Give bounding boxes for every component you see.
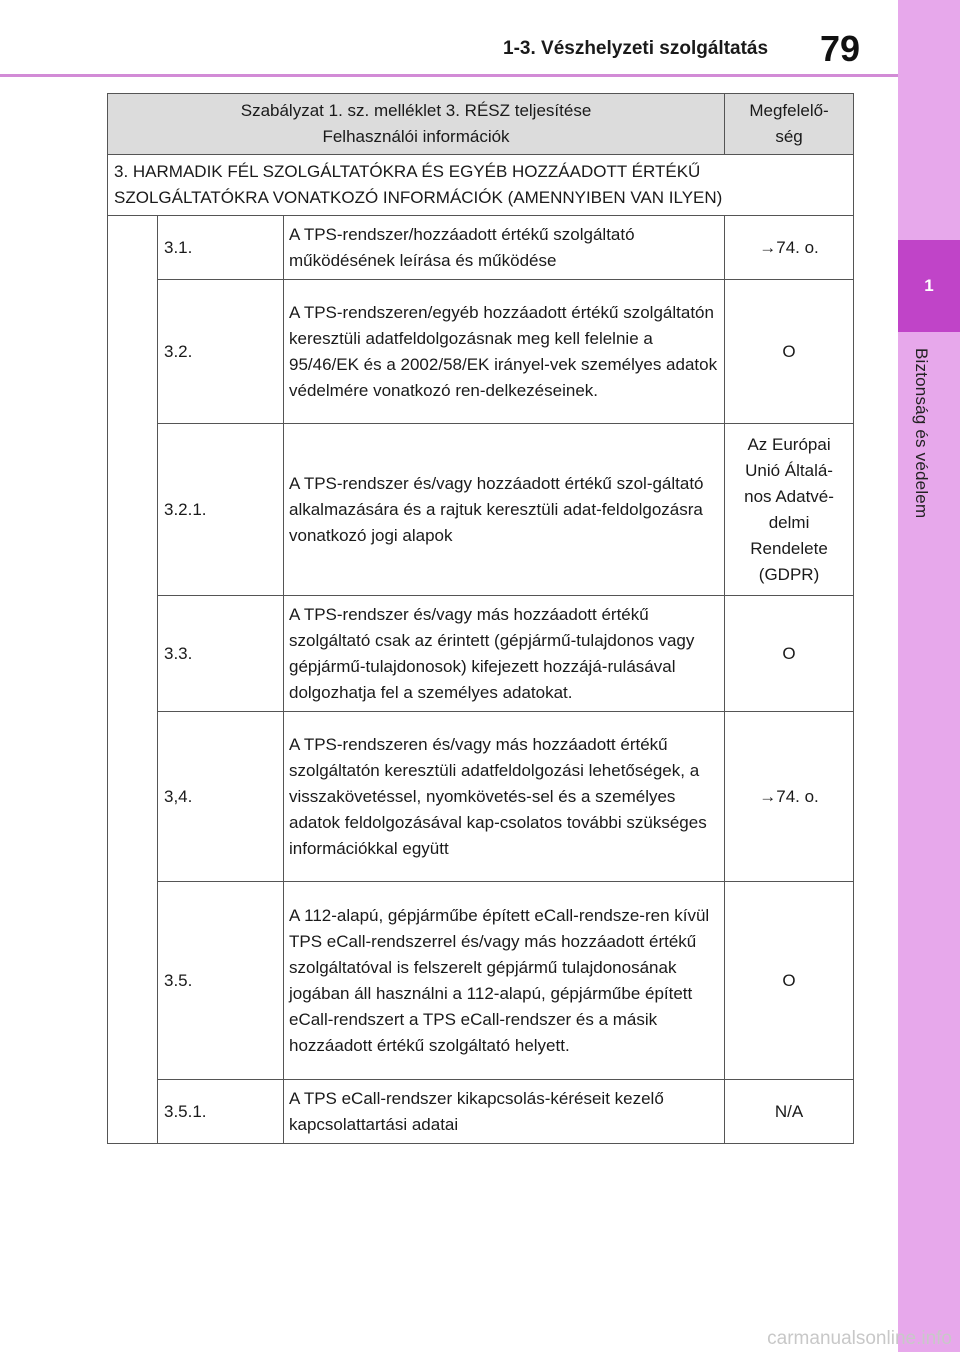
- compliance-table: [107, 93, 853, 1144]
- header-line-2: Felhasználói információk: [322, 127, 510, 146]
- row-number: 3.5.: [158, 882, 284, 1080]
- page-number: 79: [820, 28, 861, 69]
- row-number: 3.1.: [158, 216, 284, 280]
- row-number: 3.2.: [158, 280, 284, 424]
- side-tab-band: [898, 0, 960, 1352]
- row-compliance: O: [725, 596, 854, 712]
- table-row: [108, 1080, 854, 1144]
- row-compliance: N/A: [725, 1080, 854, 1144]
- row-text: A TPS-rendszer és/vagy más hozzáadott értékű szolgáltató csak az érintett (gépjármű-tulajdonos vagy gépjármű-tulajdonosok) kifejezett hozzájá-rulásával dolgozhatja fel a személyes adatokat.: [284, 596, 725, 712]
- table-row: [108, 712, 854, 882]
- header-line-1: Szabályzat 1. sz. melléklet 3. RÉSZ teljesítése: [240, 101, 592, 120]
- row-text: A TPS-rendszeren/egyéb hozzáadott értékű szolgáltatón keresztüli adatfeldolgozásnak meg kell felelnie a 95/46/EK és a 2002/58/EK irányel-vek személyes adatok védelmére vonatkozó ren-delkezéseinek.: [284, 280, 725, 424]
- table-row: [108, 280, 854, 424]
- table-header-row: [108, 94, 854, 155]
- table-row: [108, 596, 854, 712]
- row-compliance: →74. o.: [725, 216, 854, 280]
- header-compliance-label: Megfelelő-ség: [749, 101, 829, 146]
- row-compliance: →74. o.: [725, 712, 854, 882]
- row-compliance: O: [725, 280, 854, 424]
- row-text: A TPS-rendszer és/vagy hozzáadott értékű szol-gáltató alkalmazására és a rajtuk keresztüli adat-feldolgozásra vonatkozó jogi alapok: [284, 424, 725, 596]
- header-cell-info: [108, 94, 725, 155]
- row-compliance: Az Európai Unió Általá-nos Adatvé-delmi Rendelete (GDPR): [725, 424, 854, 596]
- row-text: A TPS-rendszeren és/vagy más hozzáadott értékű szolgáltatón keresztüli adatfeldolgozási lehetőségek, a visszakövetéssel, nyomkövetés-sel és a személyes adatok feldolgozásával kap-csolatos további szükséges információkkal együtt: [284, 712, 725, 882]
- row-number: 3.5.1.: [158, 1080, 284, 1144]
- chapter-number: 1: [924, 276, 934, 295]
- table-row: [108, 216, 854, 280]
- section-heading: 3. HARMADIK FÉL SZOLGÁLTATÓKRA ÉS EGYÉB HOZZÁADOTT ÉRTÉKŰ SZOLGÁLTATÓKRA VONATKOZÓ INFORMÁCIÓK (AMENNYIBEN VAN ILYEN): [108, 155, 854, 216]
- header-divider: [0, 74, 898, 77]
- header-cell-compliance: [725, 94, 854, 155]
- section-heading-row: [108, 155, 854, 216]
- table-row: [108, 424, 854, 596]
- row-number: 3.3.: [158, 596, 284, 712]
- watermark: carmanualsonline.info: [767, 1328, 952, 1349]
- row-text: A 112-alapú, gépjárműbe épített eCall-rendsze-ren kívül TPS eCall-rendszerrel és/vagy más hozzáadott értékű szolgáltatóval is felszerelt gépjármű tulajdonosának jogában áll használni a 112-alapú, gépjárműbe épített eCall-rendszert a TPS eCall-rendszer és a másik hozzáadott értékű szolgáltató helyett.: [284, 882, 725, 1080]
- section-title: 1-3. Vészhelyzeti szolgáltatás: [503, 38, 769, 59]
- row-number: 3.2.1.: [158, 424, 284, 596]
- chapter-tab: [898, 240, 960, 332]
- chapter-label: Biztonság és védelem: [912, 348, 931, 519]
- indent-cell: [108, 216, 158, 1144]
- row-compliance: O: [725, 882, 854, 1080]
- table-row: [108, 882, 854, 1080]
- row-text: A TPS eCall-rendszer kikapcsolás-kéréseit kezelő kapcsolattartási adatai: [284, 1080, 725, 1144]
- row-number: 3,4.: [158, 712, 284, 882]
- row-text: A TPS-rendszer/hozzáadott értékű szolgáltató működésének leírása és működése: [284, 216, 725, 280]
